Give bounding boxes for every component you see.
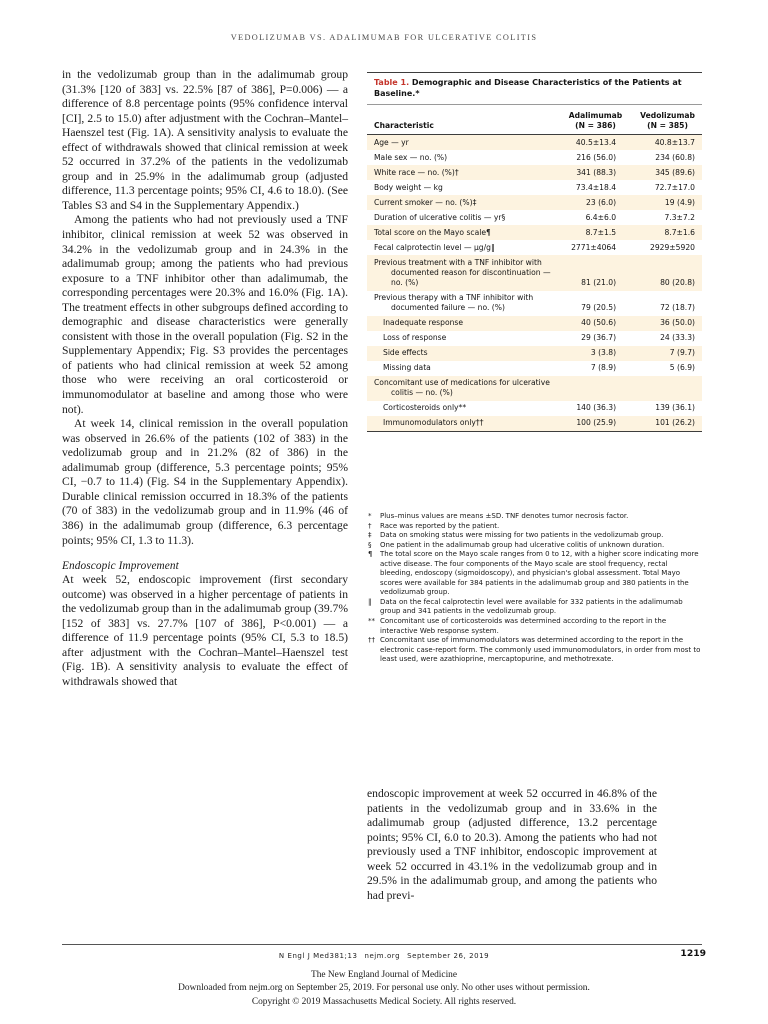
footnote xyxy=(367,512,702,522)
footnote-symbol: † xyxy=(368,521,372,530)
table-footnotes xyxy=(367,512,702,665)
table-row xyxy=(367,255,702,290)
table-cell-characteristic: Total score on the Mayo scale¶ xyxy=(367,225,558,240)
footnote-text: Plus–minus values are means ±SD. TNF denotes tumor necrosis factor. xyxy=(380,512,629,520)
table-cell-adalimumab xyxy=(558,376,630,401)
page-number: 1219 xyxy=(680,948,706,959)
table-row xyxy=(367,180,702,195)
table-cell-vedolizumab: 101 (26.2) xyxy=(630,416,702,431)
table-cell-characteristic: Body weight — kg xyxy=(367,180,558,195)
table-cell-adalimumab: 23 (6.0) xyxy=(558,195,630,210)
table-cell-adalimumab: 2771±4064 xyxy=(558,240,630,255)
table-cell-characteristic: White race — no. (%)† xyxy=(367,165,558,180)
table-cell-adalimumab: 29 (36.7) xyxy=(558,331,630,346)
table-cell-characteristic: Age — yr xyxy=(367,135,558,150)
download-notice xyxy=(0,969,768,1009)
download-line: The New England Journal of Medicine xyxy=(310,970,458,980)
table-1-grid xyxy=(367,105,702,431)
footnote-text: Data on the fecal calprotectin level were available for 332 patients in the adalimumab group and 341 patients in the vedolizumab group. xyxy=(380,597,683,616)
col-header-vedolizumab-n: (N = 385) xyxy=(647,121,688,131)
table-header-row xyxy=(367,105,702,135)
table-label: Table 1. xyxy=(374,78,410,87)
footnote-text: Data on smoking status were missing for two patients in the vedolizumab group. xyxy=(380,531,664,540)
table-row xyxy=(367,361,702,376)
table-cell-vedolizumab: 36 (50.0) xyxy=(630,316,702,331)
footnote-text: The total score on the Mayo scale ranges from 0 to 12, with a higher score indicating more active disease. The four components of the Mayo scale are stool frequency, rectal bleeding, endoscopy (sigmoidoscopy), and physician's global assessment. Total Mayo scores were available for 384 patients in the adalimumab group and 380 patients in the vedolizumab group. xyxy=(380,550,699,597)
footnote-symbol: * xyxy=(368,512,372,520)
footnote xyxy=(367,541,702,551)
table-cell-vedolizumab: 139 (36.1) xyxy=(630,401,702,416)
folio-date: September 26, 2019 xyxy=(407,952,490,960)
footnote-text: Concomitant use of immunomodulators was determined according to the report in the electronic case-report form. The commonly used immunomodulators, in order from most to least used, were azathioprine, mercaptopurine, and methotrexate. xyxy=(380,636,701,664)
table-row xyxy=(367,316,702,331)
table-row xyxy=(367,225,702,240)
table-cell-adalimumab: 40 (50.6) xyxy=(558,316,630,331)
footnote-text: Race was reported by the patient. xyxy=(380,521,500,530)
running-head: VEDOLIZUMAB VS. ADALIMUMAB FOR ULCERATIVE COLITIS xyxy=(230,33,538,42)
section-subhead: Endoscopic Improvement xyxy=(62,560,179,573)
table-row xyxy=(367,376,702,401)
footnote-symbol: †† xyxy=(368,636,375,645)
table-cell-vedolizumab: 24 (33.3) xyxy=(630,331,702,346)
table-cell-adalimumab: 79 (20.5) xyxy=(558,291,630,316)
table-row xyxy=(367,416,702,431)
footnote-symbol: § xyxy=(368,540,372,549)
folio-line xyxy=(0,952,768,960)
paragraph-continued: endoscopic improvement at week 52 occurred in 46.8% of the patients in the vedolizumab group and in 33.6% in the adalimumab group (adjusted difference, 13.2 percentage points; 95% CI, 6.0 to 20.3). Among the patients who had not previously used a TNF inhibitor, endoscopic improvement at week 52 occurred in 43.1% in the vedolizumab group and in 29.5% in the adalimumab group, and among the patients who had previ- xyxy=(367,787,657,902)
table-header xyxy=(367,105,702,135)
table-row xyxy=(367,195,702,210)
table-body xyxy=(367,135,702,431)
footnote xyxy=(367,617,702,636)
footer-divider xyxy=(62,944,702,945)
table-cell-characteristic: Loss of response xyxy=(367,331,558,346)
table-cell-adalimumab: 7 (8.9) xyxy=(558,361,630,376)
table-cell-vedolizumab: 2929±5920 xyxy=(630,240,702,255)
table-cell-adalimumab: 341 (88.3) xyxy=(558,165,630,180)
folio-volume: 381;13 xyxy=(329,952,358,960)
table-row xyxy=(367,240,702,255)
col-header-vedolizumab xyxy=(630,105,702,135)
footnote-text: Concomitant use of corticosteroids was determined according to the report in the interactive Web response system. xyxy=(380,617,667,635)
table-title-text: Demographic and Disease Characteristics of the Patients at Baseline.* xyxy=(374,78,682,98)
col-header-adalimumab-label: Adalimumab xyxy=(568,111,623,120)
table-cell-adalimumab: 40.5±13.4 xyxy=(558,135,630,150)
col-header-adalimumab-n: (N = 386) xyxy=(575,121,616,131)
table-cell-vedolizumab: 7 (9.7) xyxy=(630,346,702,361)
table-cell-vedolizumab: 8.7±1.6 xyxy=(630,225,702,240)
table-cell-adalimumab: 81 (21.0) xyxy=(558,255,630,290)
table-cell-characteristic: Inadequate response xyxy=(367,316,558,331)
table-cell-characteristic: Male sex — no. (%) xyxy=(367,150,558,165)
table-cell-vedolizumab: 72.7±17.0 xyxy=(630,180,702,195)
col-header-adalimumab xyxy=(558,105,630,135)
footnote-text: One patient in the adalimumab group had ulcerative colitis of unknown duration. xyxy=(380,540,665,549)
footnote-symbol: ** xyxy=(368,617,375,626)
table-cell-adalimumab: 3 (3.8) xyxy=(558,346,630,361)
table-cell-characteristic: Missing data xyxy=(367,361,558,376)
table-cell-adalimumab: 140 (36.3) xyxy=(558,401,630,416)
footnote-symbol: ‡ xyxy=(368,531,372,540)
table-cell-characteristic: Current smoker — no. (%)‡ xyxy=(367,195,558,210)
table-cell-vedolizumab: 19 (4.9) xyxy=(630,195,702,210)
footnote xyxy=(367,531,702,541)
col-header-characteristic: Characteristic xyxy=(367,105,558,135)
paragraph-continued: in the vedolizumab group than in the adalimumab group (31.3% [120 of 383] vs. 22.5% [87 of 386], P=0.006) — a difference of 8.8 percentage points (95% confidence interval [CI], 2.5 to 15.0) after adjustment with the Cochran–Mantel–Haenszel test (Fig. 1A). A sensitivity analysis to evaluate the effect of withdrawals showed that clinical remission at week 52 occurred in 37.2% of the patients in the vedolizumab group and in 25.9% in the adalimumab group (adjusted difference, 11.3 percentage points; 95% CI, 4.6 to 18.0). (See Tables S3 and S4 in the Supplementary Appendix.) xyxy=(62,68,348,212)
table-cell-characteristic: Previous treatment with a TNF inhibitor with documented reason for discontinuation — no. (%) xyxy=(367,255,558,290)
table-cell-vedolizumab: 80 (20.8) xyxy=(630,255,702,290)
footnote xyxy=(367,550,702,598)
table-cell-adalimumab: 100 (25.9) xyxy=(558,416,630,431)
table-row xyxy=(367,346,702,361)
table-1 xyxy=(367,72,702,432)
folio-website: nejm.org xyxy=(364,952,401,960)
col-header-vedolizumab-label: Vedolizumab xyxy=(640,111,695,120)
paragraph: Among the patients who had not previously used a TNF inhibitor, clinical remission at week 52 was observed in 34.2% in the vedolizumab group and in 24.3% in the adalimumab group; among the patients who had previous exposure to a TNF inhibitor other than adalimumab, the corresponding percentages were 20.3% and 16.0% (Fig. 1A). The treatment effects in other subgroups defined according to demographic and disease characteristics were generally consistent with those in the overall population (Fig. S2 in the Supplementary Appendix; Fig. S3 provides the percentages of patients who had clinical remission at week 52 among those who were receiving an oral corticosteroid or immunomodulator at baseline and among those who were not). xyxy=(62,213,348,416)
download-line: Copyright © 2019 Massachusetts Medical Society. All rights reserved. xyxy=(251,996,517,1007)
table-cell-characteristic: Side effects xyxy=(367,346,558,361)
footnote xyxy=(367,636,702,665)
table-row xyxy=(367,401,702,416)
footnote-symbol: ‖ xyxy=(368,597,372,606)
table-row xyxy=(367,135,702,150)
table-row xyxy=(367,165,702,180)
footnote xyxy=(367,522,702,532)
paragraph: At week 14, clinical remission in the overall population was observed in 26.6% of the patients (102 of 383) in the vedolizumab group and in 21.2% (82 of 386) in the adalimumab group (difference, 5.3 percentage points; 95% CI, −0.7 to 11.4) (Fig. S4 in the Supplementary Appendix). Durable clinical remission occurred in 18.3% of the patients (70 of 383) in the vedolizumab group and in 11.9% (46 of 386) in the adalimumab group (difference, 6.3 percentage points; 95% CI, 1.3 to 11.3). xyxy=(62,417,348,547)
table-cell-characteristic: Duration of ulcerative colitis — yr§ xyxy=(367,210,558,225)
table-cell-adalimumab: 8.7±1.5 xyxy=(558,225,630,240)
table-cell-characteristic: Corticosteroids only** xyxy=(367,401,558,416)
left-text-column xyxy=(62,68,348,689)
table-cell-characteristic: Fecal calprotectin level — μg/g‖ xyxy=(367,240,558,255)
table-cell-vedolizumab: 40.8±13.7 xyxy=(630,135,702,150)
table-cell-characteristic: Concomitant use of medications for ulcerative colitis — no. (%) xyxy=(367,376,558,401)
right-text-column xyxy=(367,787,657,903)
table-row xyxy=(367,210,702,225)
table-cell-adalimumab: 6.4±6.0 xyxy=(558,210,630,225)
table-cell-vedolizumab xyxy=(630,376,702,401)
footnote xyxy=(367,598,702,617)
table-cell-vedolizumab: 72 (18.7) xyxy=(630,291,702,316)
table-cell-vedolizumab: 345 (89.6) xyxy=(630,165,702,180)
folio-journal: N Engl J Med xyxy=(278,952,330,960)
footnote-symbol: ¶ xyxy=(368,550,373,559)
table-caption xyxy=(367,73,702,105)
paragraph: At week 52, endoscopic improvement (first secondary outcome) was observed in a higher percentage of patients in the vedolizumab group than in the adalimumab group (39.7% [152 of 383] vs. 27.7% [107 of 386], P<0.001) — a difference of 11.9 percentage points (95% CI, 5.3 to 18.5) after adjustment with the Cochran–Mantel–Haenszel test (Fig. 1B). A sensitivity analysis to evaluate the effect of withdrawals showed that xyxy=(62,573,348,688)
table-row xyxy=(367,291,702,316)
table-cell-characteristic: Previous therapy with a TNF inhibitor with documented failure — no. (%) xyxy=(367,291,558,316)
table-cell-vedolizumab: 234 (60.8) xyxy=(630,150,702,165)
table-cell-adalimumab: 216 (56.0) xyxy=(558,150,630,165)
table-cell-characteristic: Immunomodulators only†† xyxy=(367,416,558,431)
download-line: Downloaded from nejm.org on September 25, 2019. For personal use only. No other uses without permission. xyxy=(178,983,590,994)
table-row xyxy=(367,331,702,346)
table-cell-vedolizumab: 5 (6.9) xyxy=(630,361,702,376)
table-cell-adalimumab: 73.4±18.4 xyxy=(558,180,630,195)
table-row xyxy=(367,150,702,165)
table-cell-vedolizumab: 7.3±7.2 xyxy=(630,210,702,225)
